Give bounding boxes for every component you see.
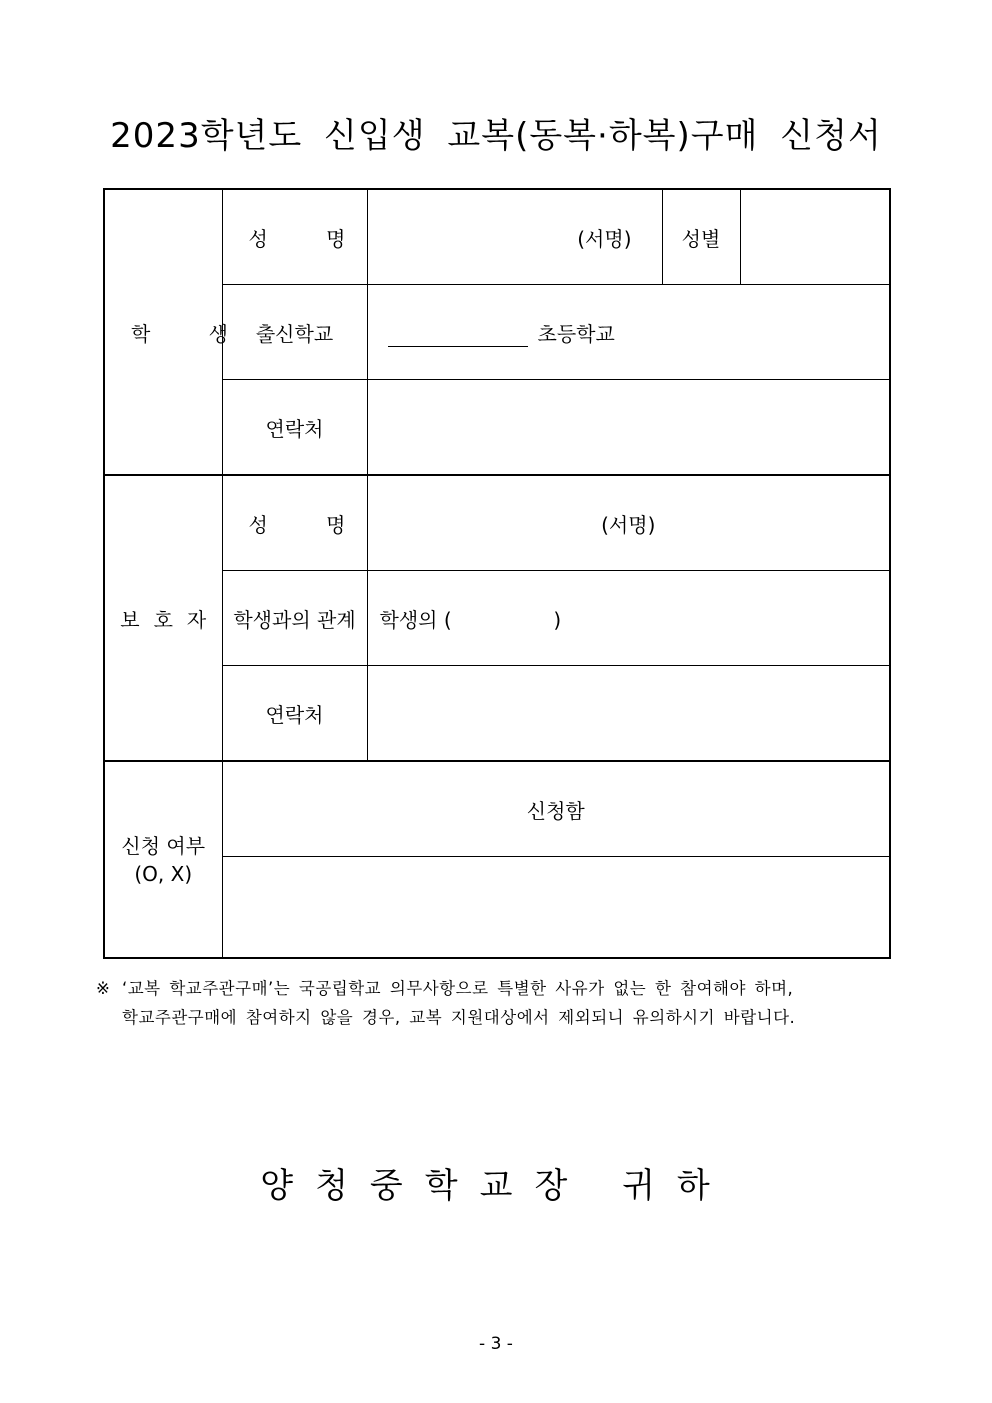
notice-line-1: ‘교복 학교주관구매’는 국공립학교 의무사항으로 특별한 사유가 없는 한 참여해야 하며, — [122, 979, 794, 998]
student-school-label: 출신학교 — [222, 285, 367, 380]
guardian-name-field[interactable] — [367, 475, 890, 571]
student-school-field[interactable] — [367, 285, 890, 380]
student-contact-row — [104, 380, 890, 476]
student-contact-field[interactable] — [367, 380, 890, 476]
student-name-row — [104, 189, 890, 285]
school-name-blank[interactable] — [388, 324, 528, 347]
application-answer-field[interactable] — [222, 857, 890, 959]
student-name-field[interactable] — [367, 189, 662, 285]
notice-line-2: 학교주관구매에 참여하지 않을 경우, 교복 지원대상에서 제외되니 유의하시기 바랍니다. — [122, 1008, 796, 1027]
guardian-section-label: 보호자 — [104, 475, 222, 761]
application-row-1 — [104, 761, 890, 857]
page-number: - 3 - — [479, 1334, 513, 1354]
guardian-relation-label: 학생과의 관계 — [222, 571, 367, 666]
guardian-contact-row — [104, 666, 890, 762]
school-suffix: 초등학교 — [537, 321, 615, 346]
guardian-contact-field[interactable] — [367, 666, 890, 762]
guardian-relation-field[interactable]: 학생의 ( ) — [367, 571, 890, 666]
addressee: 양청중학교장 귀하 — [260, 1166, 732, 1206]
application-label-line1: 신청 여부 — [121, 833, 206, 858]
guardian-relation-row — [104, 571, 890, 666]
application-row-2 — [104, 857, 890, 959]
form-title: 2023학년도 신입생 교복(동복·하복)구매 신청서 — [110, 116, 882, 156]
application-label-line2: (O, X) — [134, 861, 193, 886]
reference-mark: ※ — [96, 979, 111, 998]
guardian-name-row — [104, 475, 890, 571]
guardian-contact-label: 연락처 — [222, 666, 367, 762]
student-signature-label: (서명) — [577, 226, 632, 251]
guardian-name-label: 성 명 — [222, 475, 367, 571]
student-gender-field[interactable] — [740, 189, 890, 285]
application-option-cell: 신청함 — [222, 761, 890, 857]
student-section-label: 학 생 — [104, 189, 222, 475]
notice-text — [96, 974, 896, 1032]
student-gender-label: 성별 — [662, 189, 740, 285]
application-form-table — [103, 188, 891, 959]
guardian-signature-label: (서명) — [601, 512, 656, 537]
student-name-label: 성 명 — [222, 189, 367, 285]
student-contact-label: 연락처 — [222, 380, 367, 476]
application-status-label — [104, 761, 222, 958]
